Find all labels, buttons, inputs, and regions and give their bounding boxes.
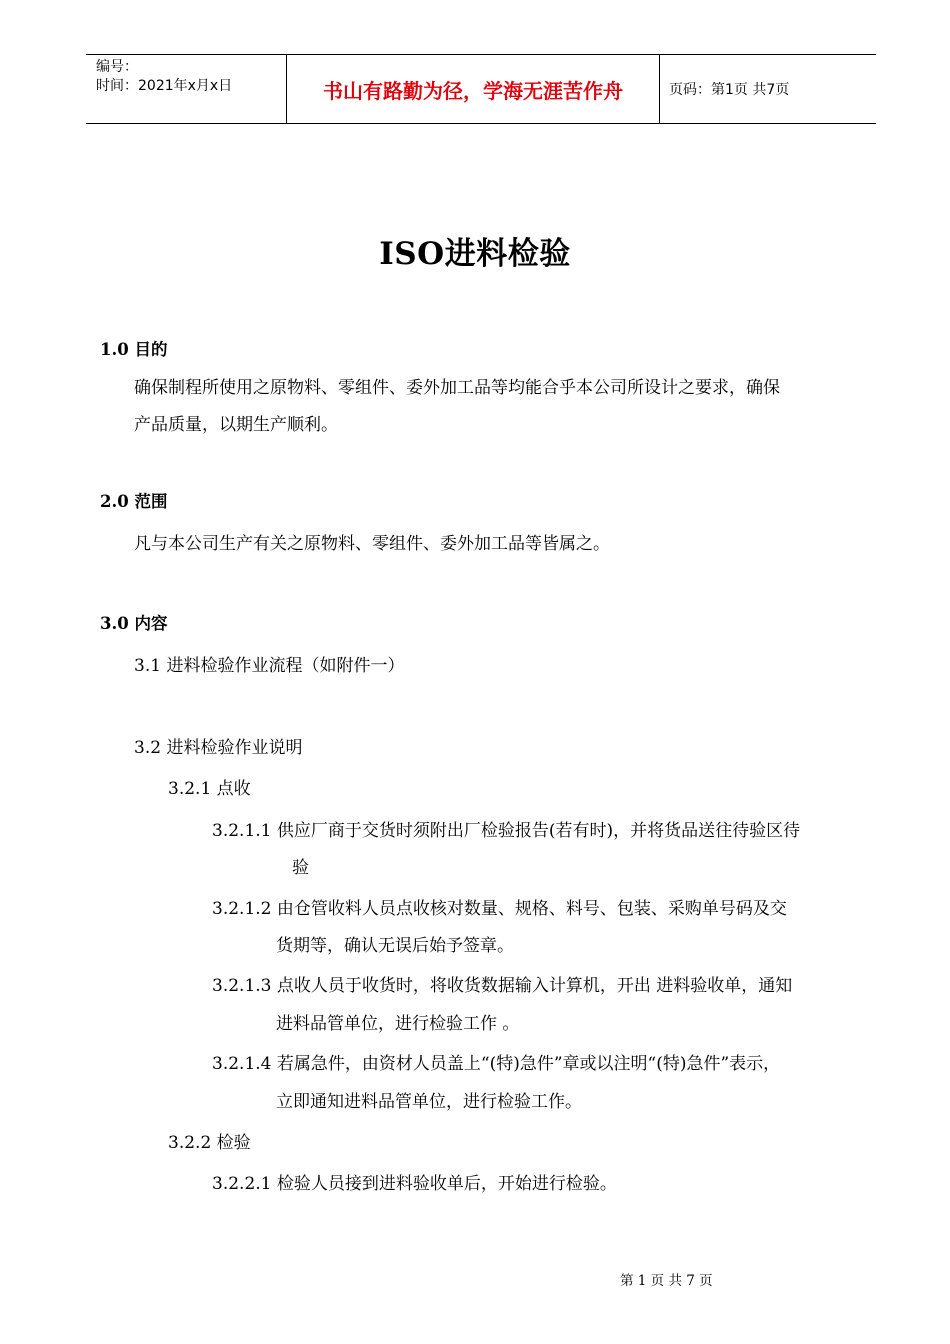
item-3-2-1-3-line-1: 3.2.1.3 点收人员于收货时，将收货数据输入计算机，开出 进料验收单，通知: [212, 976, 793, 996]
header-motto-cell: [287, 55, 660, 123]
item-3-2-1: 3.2.1 点收: [168, 779, 251, 799]
item-3-2-1-1-line-2: 验: [292, 858, 309, 878]
header-page-cell: [660, 55, 876, 123]
scope-text-line-1: 凡与本公司生产有关之原物料、零组件、委外加工品等皆属之。: [134, 534, 610, 554]
item-3-2-1-2-line-1: 3.2.1.2 由仓管收料人员点收核对数量、规格、料号、包装、采购单号码及交: [212, 899, 787, 919]
item-3-2-2-1: 3.2.2.1 检验人员接到进料验收单后，开始进行检验。: [212, 1174, 617, 1194]
section-heading-content: 3.0 内容: [100, 614, 168, 633]
header-meta-cell: [86, 55, 287, 123]
item-3-2-1-4-line-1: 3.2.1.4 若属急件，由资材人员盖上“(特)急件”章或以注明“(特)急件”表示，: [212, 1054, 781, 1074]
document-title: ISO进料检验: [379, 236, 571, 272]
item-3-2-2: 3.2.2 检验: [168, 1133, 251, 1153]
page-footer: 第 1 页 共 7 页: [620, 1273, 713, 1289]
header-motto: 书山有路勤为径，学海无涯苦作舟: [323, 78, 623, 103]
document-number-label: 编号：: [96, 59, 138, 75]
section-heading-purpose: 1.0 目的: [100, 340, 168, 359]
header-page-info: 页码：第1页 共7页: [669, 82, 790, 98]
item-3-2-1-3-line-2: 进料品管单位，进行检验工作 。: [276, 1014, 520, 1034]
item-3-2-1-1-line-1: 3.2.1.1 供应厂商于交货时须附出厂检验报告(若有时)，并将货品送往待验区待: [212, 821, 801, 841]
item-3-2: 3.2 进料检验作业说明: [134, 738, 303, 758]
purpose-text-line-2: 产品质量，以期生产顺利。: [134, 415, 338, 435]
item-3-2-1-4-line-2: 立即通知进料品管单位，进行检验工作。: [276, 1092, 582, 1112]
item-3-1: 3.1 进料检验作业流程（如附件一）: [134, 656, 405, 676]
document-header: [86, 54, 876, 124]
item-3-2-1-2-line-2: 货期等，确认无误后始予签章。: [276, 936, 514, 956]
section-heading-scope: 2.0 范围: [100, 492, 168, 511]
purpose-text-line-1: 确保制程所使用之原物料、零组件、委外加工品等均能合乎本公司所设计之要求，确保: [134, 378, 780, 398]
document-date: 时间：2021年x月x日: [96, 78, 233, 94]
